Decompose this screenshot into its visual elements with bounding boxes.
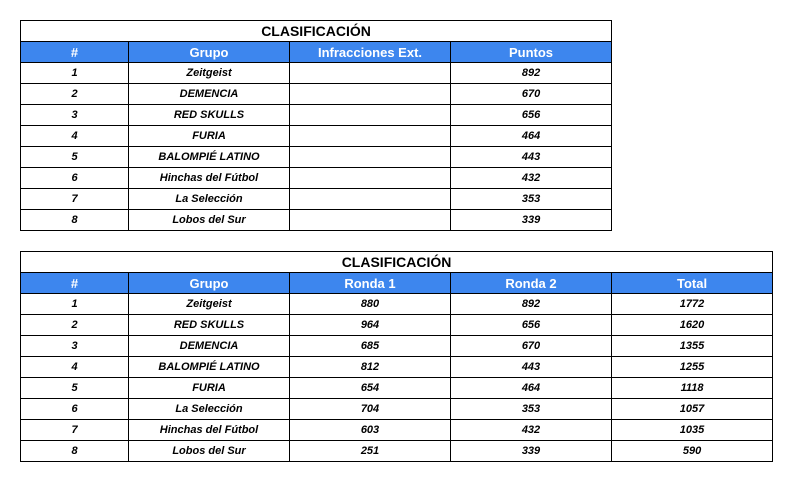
table-cell: Lobos del Sur [129, 441, 290, 462]
table-row [21, 168, 612, 189]
table-cell: 964 [290, 315, 451, 336]
table-row [21, 210, 612, 231]
table-cell: Hinchas del Fútbol [129, 168, 290, 189]
title-row [21, 21, 612, 42]
table-cell: 432 [451, 168, 612, 189]
table-cell: 339 [451, 441, 612, 462]
table-cell: FURIA [129, 378, 290, 399]
table-cell: 1118 [612, 378, 773, 399]
table-cell [290, 63, 451, 84]
table-cell: BALOMPIÉ LATINO [129, 147, 290, 168]
table-cell: 656 [451, 105, 612, 126]
table-cell: 251 [290, 441, 451, 462]
table-row [21, 84, 612, 105]
table-row [21, 189, 612, 210]
column-header: Grupo [129, 42, 290, 63]
table-cell: 2 [21, 315, 129, 336]
table-cell: FURIA [129, 126, 290, 147]
table-cell: 464 [451, 378, 612, 399]
column-header: Ronda 1 [290, 273, 451, 294]
table-cell: 5 [21, 147, 129, 168]
table-cell: 670 [451, 84, 612, 105]
table-cell [290, 126, 451, 147]
table-cell: 1035 [612, 420, 773, 441]
column-header: # [21, 273, 129, 294]
table-cell: Zeitgeist [129, 294, 290, 315]
table-cell: La Selección [129, 399, 290, 420]
standings-table-points [20, 20, 612, 231]
column-header: Grupo [129, 273, 290, 294]
table-cell: 7 [21, 420, 129, 441]
table-cell [290, 168, 451, 189]
header-row [21, 42, 612, 63]
table-cell: 812 [290, 357, 451, 378]
table-cell: 6 [21, 399, 129, 420]
table-cell: 1355 [612, 336, 773, 357]
table-cell: DEMENCIA [129, 84, 290, 105]
table-cell: 656 [451, 315, 612, 336]
table-cell: 880 [290, 294, 451, 315]
column-header: Total [612, 273, 773, 294]
table-row [21, 441, 773, 462]
table-cell: 4 [21, 126, 129, 147]
table-title: CLASIFICACIÓN [21, 21, 612, 42]
table-row [21, 63, 612, 84]
table-cell: 3 [21, 105, 129, 126]
table-row [21, 126, 612, 147]
table-cell: 4 [21, 357, 129, 378]
table-cell: DEMENCIA [129, 336, 290, 357]
table-cell: RED SKULLS [129, 105, 290, 126]
table-row [21, 315, 773, 336]
column-header: Infracciones Ext. [290, 42, 451, 63]
table-cell: La Selección [129, 189, 290, 210]
table-cell: 590 [612, 441, 773, 462]
table-cell: 432 [451, 420, 612, 441]
table-cell [290, 210, 451, 231]
table-cell: 443 [451, 357, 612, 378]
table-cell: 6 [21, 168, 129, 189]
table-cell: 353 [451, 399, 612, 420]
table-cell: 1772 [612, 294, 773, 315]
table-row [21, 147, 612, 168]
table-row [21, 105, 612, 126]
table-cell: 2 [21, 84, 129, 105]
table-cell: 603 [290, 420, 451, 441]
column-header: # [21, 42, 129, 63]
table-cell: 892 [451, 294, 612, 315]
table-cell: 7 [21, 189, 129, 210]
header-row [21, 273, 773, 294]
table-cell [290, 84, 451, 105]
table-cell: 704 [290, 399, 451, 420]
table-cell: 685 [290, 336, 451, 357]
table-cell [290, 105, 451, 126]
table-cell: 8 [21, 441, 129, 462]
table-cell: 670 [451, 336, 612, 357]
table-cell: 464 [451, 126, 612, 147]
column-header: Ronda 2 [451, 273, 612, 294]
table-row [21, 336, 773, 357]
table-cell [290, 189, 451, 210]
column-header: Puntos [451, 42, 612, 63]
table-cell: 1 [21, 294, 129, 315]
table-cell: Hinchas del Fútbol [129, 420, 290, 441]
table-row [21, 294, 773, 315]
table-cell: 5 [21, 378, 129, 399]
table-cell: Zeitgeist [129, 63, 290, 84]
table-cell: RED SKULLS [129, 315, 290, 336]
table-row [21, 420, 773, 441]
table-row [21, 399, 773, 420]
table-title: CLASIFICACIÓN [21, 252, 773, 273]
table-cell: 339 [451, 210, 612, 231]
table-cell: 892 [451, 63, 612, 84]
table-cell: 1 [21, 63, 129, 84]
table-row [21, 357, 773, 378]
table-cell: Lobos del Sur [129, 210, 290, 231]
table-cell: 8 [21, 210, 129, 231]
table-cell: 443 [451, 147, 612, 168]
table-cell: 1255 [612, 357, 773, 378]
table-cell [290, 147, 451, 168]
title-row [21, 252, 773, 273]
table-cell: 3 [21, 336, 129, 357]
table-cell: 654 [290, 378, 451, 399]
table-cell: 353 [451, 189, 612, 210]
table-cell: BALOMPIÉ LATINO [129, 357, 290, 378]
table-cell: 1620 [612, 315, 773, 336]
table-cell: 1057 [612, 399, 773, 420]
table-row [21, 378, 773, 399]
standings-table-rounds [20, 251, 773, 462]
